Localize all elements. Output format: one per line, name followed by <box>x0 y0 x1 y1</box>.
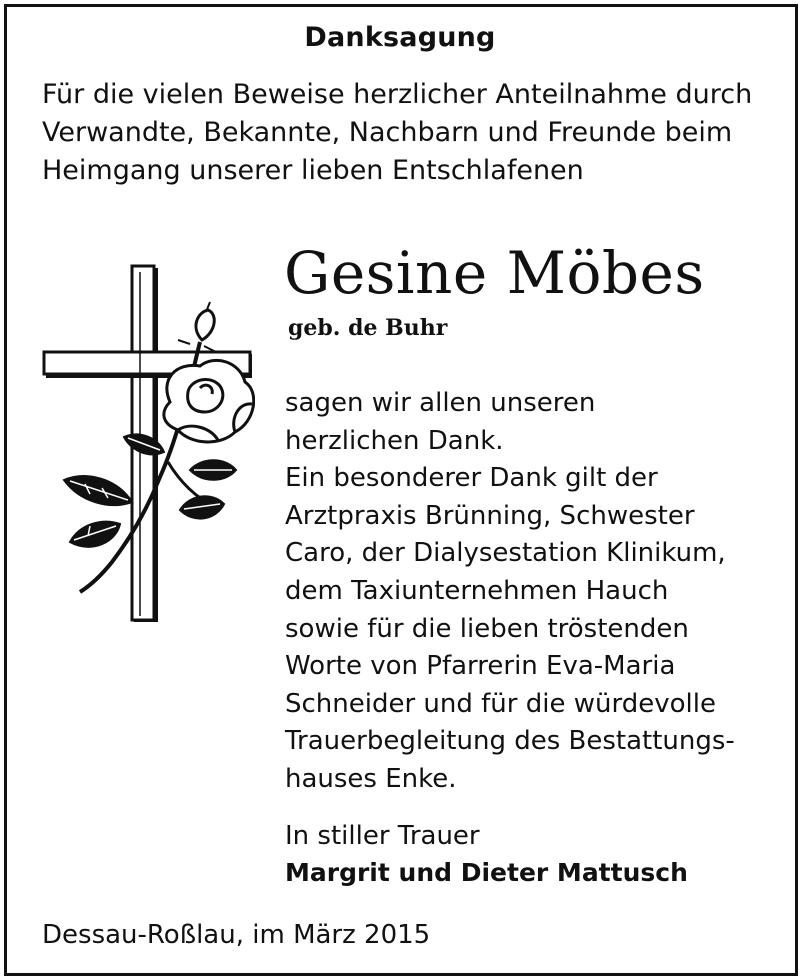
thanks-line: Caro, der Dialysestation Klinikum, <box>285 538 726 569</box>
thanks-line: Trauerbegleitung des Bestattungs- <box>285 726 735 757</box>
thanks-line: dem Taxiunternehmen Hauch <box>285 575 669 606</box>
thanks-line: sagen wir allen unseren <box>285 388 596 418</box>
notice-heading: Danksagung <box>304 22 496 53</box>
birth-name: geb. de Buhr <box>288 315 448 341</box>
intro-line: Verwandte, Bekannte, Nachbarn und Freunde beim <box>42 117 733 148</box>
cross-with-rose-icon <box>40 262 255 627</box>
signers-names: Margrit und Dieter Mattusch <box>285 858 688 887</box>
intro-line: Heimgang unserer lieben Entschlafenen <box>42 155 584 186</box>
signoff-text: In stiller Trauer <box>285 821 480 851</box>
deceased-name: Gesine Möbes <box>284 239 705 307</box>
thanks-line: herzlichen Dank. <box>285 425 504 456</box>
intro-line: Für die vielen Beweise herzlicher Anteilnahme durch <box>42 79 753 110</box>
thanks-paragraph <box>285 385 785 799</box>
intro-paragraph <box>42 76 782 190</box>
thanks-line: Schneider und für die würdevolle <box>285 688 716 719</box>
thanks-line: Ein besonderer Dank gilt der <box>285 463 658 494</box>
thanks-line: sowie für die lieben tröstenden <box>285 613 689 644</box>
place-date: Dessau-Roßlau, im März 2015 <box>42 920 431 950</box>
thanks-line: Arztpraxis Brünning, Schwester <box>285 500 695 531</box>
thanks-line: Worte von Pfarrerin Eva-Maria <box>285 651 676 682</box>
thanks-line: hauses Enke. <box>285 763 457 794</box>
